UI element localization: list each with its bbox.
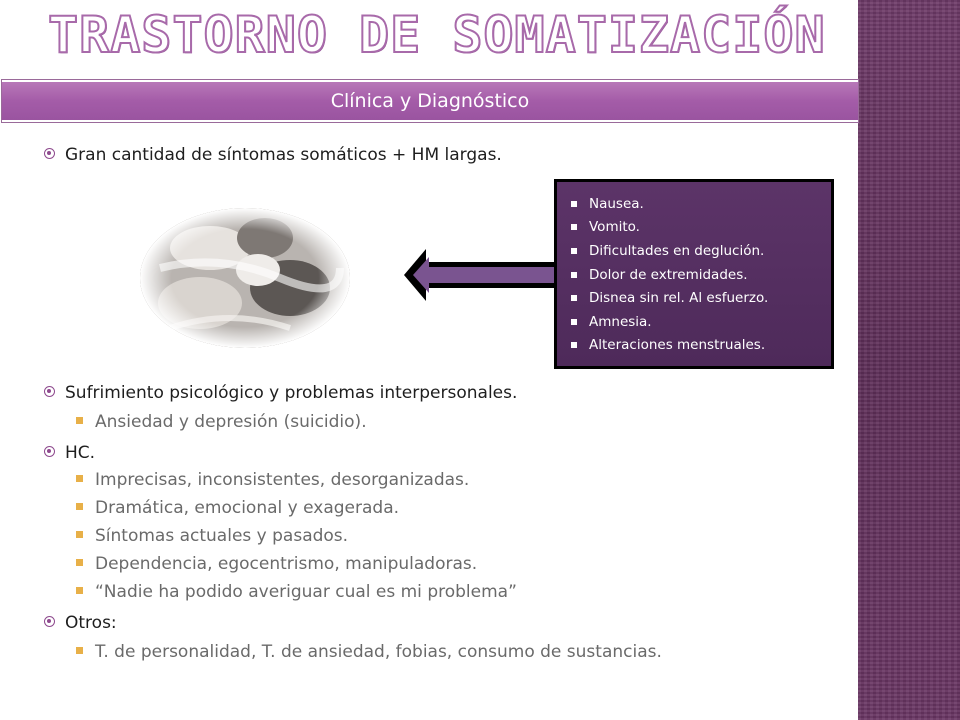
circle-dot-icon [44,386,55,397]
sub-bullet [76,498,399,518]
subtitle-bar [2,80,858,122]
bullet-text: T. de personalidad, T. de ansiedad, fobias, consumo de sustancias. [95,642,662,662]
sub-bullet [76,642,662,662]
square-bullet-icon [571,319,577,325]
symptom-list-box [554,179,834,369]
decorative-side-panel [858,0,960,720]
sub-bullet [76,470,469,490]
bullet-text: Síntomas actuales y pasados. [95,526,349,546]
square-bullet-icon [571,248,577,254]
square-bullet-icon [76,475,83,482]
list-item: Dolor de extremidades. [571,263,819,287]
square-bullet-icon [571,272,577,278]
sub-bullet [76,412,367,432]
main-bullet [44,443,95,463]
square-bullet-icon [76,531,83,538]
main-bullet [44,383,517,403]
photo-collage-illustration [140,208,350,348]
list-item: Alteraciones menstruales. [571,334,819,358]
symptoms-photo [140,208,350,348]
list-item: Dificultades en deglución. [571,239,819,263]
square-bullet-icon [76,503,83,510]
bullet-text: Dependencia, egocentrismo, manipuladoras. [95,554,478,574]
square-bullet-icon [571,342,577,348]
circle-dot-icon [44,616,55,627]
square-bullet-icon [76,417,83,424]
main-bullet [44,145,502,165]
square-bullet-icon [76,559,83,566]
bullet-text: Ansiedad y depresión (suicidio). [95,412,367,432]
sub-bullet [76,526,348,546]
bullet-text: HC. [65,443,96,463]
list-item: Amnesia. [571,310,819,334]
bullet-text: Otros: [65,613,117,633]
main-bullet [44,613,117,633]
square-bullet-icon [76,647,83,654]
circle-dot-icon [44,446,55,457]
list-item: Vomito. [571,216,819,240]
bullet-text: Dramática, emocional y exagerada. [95,498,400,518]
bullet-text: Gran cantidad de síntomas somáticos + HM largas. [65,145,502,165]
sub-bullet [76,582,517,602]
sub-bullet [76,554,477,574]
list-item: Nausea. [571,192,819,216]
square-bullet-icon [571,224,577,230]
list-item: Disnea sin rel. Al esfuerzo. [571,286,819,310]
square-bullet-icon [571,295,577,301]
square-bullet-icon [76,587,83,594]
bullet-text: Sufrimiento psicológico y problemas interpersonales. [65,383,518,403]
circle-dot-icon [44,148,55,159]
square-bullet-icon [571,201,577,207]
bullet-text: Imprecisas, inconsistentes, desorganizadas. [95,470,470,490]
bullet-text: “Nadie ha podido averiguar cual es mi problema” [95,582,517,602]
slide-title: TRASTORNO DE SOMATIZACIÓN [48,6,826,64]
slide-subtitle: Clínica y Diagnóstico [330,90,530,112]
left-arrow-icon [400,244,560,306]
